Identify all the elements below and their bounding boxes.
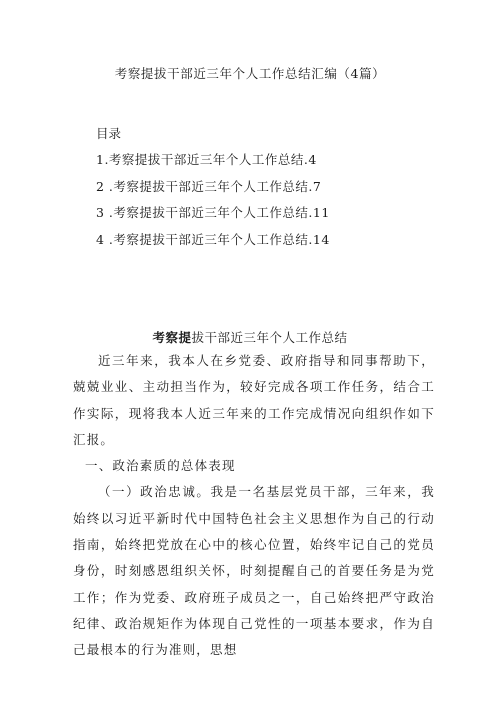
toc-item-1[interactable]: 1.考察提拔干部近三年个人工作总结.4 <box>96 152 317 167</box>
toc-item-3[interactable]: 3 .考察提拔干部近三年个人工作总结.11 <box>96 205 330 220</box>
toc-heading: 目录 <box>96 126 122 141</box>
section-body <box>73 348 435 664</box>
intro-paragraph: 近三年来，我本人在乡党委、政府指导和同事帮助下，兢兢业业、主动担当作为，较好完成各项工作任务，结合工作实际，现将我本人近三年来的工作完成情况向组织作如下汇报。 <box>73 353 435 447</box>
toc-item-4[interactable]: 4 .考察提拔干部近三年个人工作总结.14 <box>96 231 330 247</box>
table-of-contents <box>96 150 330 256</box>
section-title <box>0 328 500 346</box>
toc-item-2[interactable]: 2 .考察提拔干部近三年个人工作总结.7 <box>96 178 322 194</box>
section-title-bold: 考察提 <box>152 330 192 345</box>
section-title-rest: 拔干部近三年个人工作总结 <box>191 330 348 345</box>
paragraph-political-loyalty: （一）政治忠诚。我是一名基层党员干部，三年来，我始终以习近平新时代中国特色社会主义思想作为自己的行动指南，始终把党放在心中的核心位置，始终牢记自己的党员身份，时刻感恩组织关怀，时刻提醒自己的首要任务是为党工作；作为党委、政府班子成员之一，自己始终把严守政治纪律、政治规矩作为体现自己党性的一项基本要求，作为自己最根本的行为准则，思想 <box>73 484 435 658</box>
document-title: 考察提拔干部近三年个人工作总结汇编（4篇） <box>114 66 386 81</box>
section-heading-1: 一、政治素质的总体表现 <box>85 458 236 474</box>
